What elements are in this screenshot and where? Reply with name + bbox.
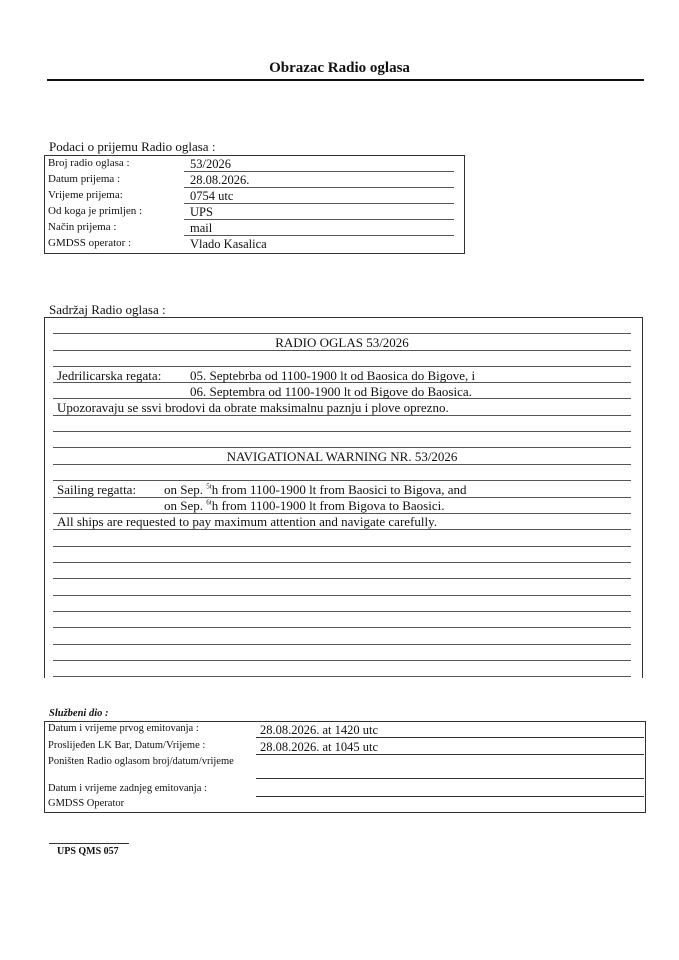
content-section-label: Sadržaj Radio oglasa : xyxy=(49,302,166,317)
receipt-value-time: 0754 utc xyxy=(190,189,234,203)
nav-warning-title: NAVIGATIONAL WARNING NR. 53/2026 xyxy=(226,449,458,464)
nav-warning-label: Sailing regatta: xyxy=(57,482,137,497)
nav-warning-line-3: All ships are requested to pay maximum attention and navigate carefully. xyxy=(57,514,438,529)
form-code: UPS QMS 057 xyxy=(57,846,119,857)
receipt-label-number: Broj radio oglasa : xyxy=(48,157,130,169)
content-rule xyxy=(53,627,631,628)
content-rule xyxy=(53,660,631,661)
official-label-last-broadcast: Datum i vrijeme zadnjeg emitovanja : xyxy=(48,783,207,794)
official-label-first-broadcast: Datum i vrijeme prvog emitovanja : xyxy=(48,723,199,734)
nav-warning-line-1: on Sep. $^{5t}$h from 1100-1900 lt from Baosici to Bigova, and xyxy=(164,482,467,497)
official-section-label: Službeni dio : xyxy=(49,708,109,719)
content-rule xyxy=(53,611,631,612)
content-rule xyxy=(53,366,631,367)
receipt-line xyxy=(184,187,454,188)
footer-divider xyxy=(49,843,129,844)
local-notice-title: RADIO OGLAS 53/2026 xyxy=(275,335,409,350)
receipt-value-number: 53/2026 xyxy=(190,157,231,171)
content-rule xyxy=(53,644,631,645)
title-divider xyxy=(47,79,644,81)
official-label-forwarded: Proslijeđen LK Bar, Datum/Vrijeme : xyxy=(48,740,206,751)
receipt-line xyxy=(184,235,454,236)
receipt-value-method: mail xyxy=(190,221,213,235)
receipt-value-from: UPS xyxy=(190,205,213,219)
content-rule xyxy=(53,562,631,563)
receipt-label-from: Od koga je primljen : xyxy=(48,205,143,217)
receipt-label-time: Vrijeme prijema: xyxy=(48,189,123,201)
official-line xyxy=(256,754,644,755)
content-rule xyxy=(53,578,631,579)
local-notice-label: Jedrilicarska regata: xyxy=(57,368,162,383)
receipt-line xyxy=(184,203,454,204)
official-line xyxy=(256,737,644,738)
receipt-line xyxy=(184,171,454,172)
official-label-cancelled: Poništen Radio oglasom broj/datum/vrijeme xyxy=(48,756,234,767)
receipt-value-operator: Vlado Kasalica xyxy=(190,237,267,251)
content-rule xyxy=(53,480,631,481)
receipt-label-date: Datum prijema : xyxy=(48,173,121,185)
content-rule xyxy=(53,333,631,334)
content-rule xyxy=(53,676,631,677)
receipt-section-label: Podaci o prijemu Radio oglasa : xyxy=(49,139,216,154)
local-notice-line-1: 05. Septebrba od 1100-1900 lt od Baosica do Bigove, i xyxy=(190,368,476,383)
local-notice-line-3: Upozoravaju se ssvi brodovi da obrate maksimalnu paznju i plove oprezno. xyxy=(57,400,449,415)
official-label-operator: GMDSS Operator xyxy=(48,798,125,809)
receipt-value-date: 28.08.2026. xyxy=(190,173,250,187)
official-line xyxy=(256,778,644,779)
receipt-label-method: Način prijema : xyxy=(48,221,117,233)
official-line xyxy=(256,796,644,797)
page-title: Obrazac Radio oglasa xyxy=(269,60,410,76)
official-value-forwarded: 28.08.2026. at 1045 utc xyxy=(260,740,379,754)
content-rule xyxy=(53,431,631,432)
receipt-line xyxy=(184,219,454,220)
content-rule xyxy=(53,447,631,448)
receipt-label-operator: GMDSS operator : xyxy=(48,237,132,249)
content-rule xyxy=(53,546,631,547)
local-notice-line-2: 06. Septembra od 1100-1900 lt od Bigove do Baosica. xyxy=(190,384,472,399)
nav-warning-line-2: on Sep. $^{6t}$h from 1100-1900 lt from Bigova to Baosici. xyxy=(164,498,445,513)
official-value-first-broadcast: 28.08.2026. at 1420 utc xyxy=(260,723,379,737)
content-rule xyxy=(53,595,631,596)
